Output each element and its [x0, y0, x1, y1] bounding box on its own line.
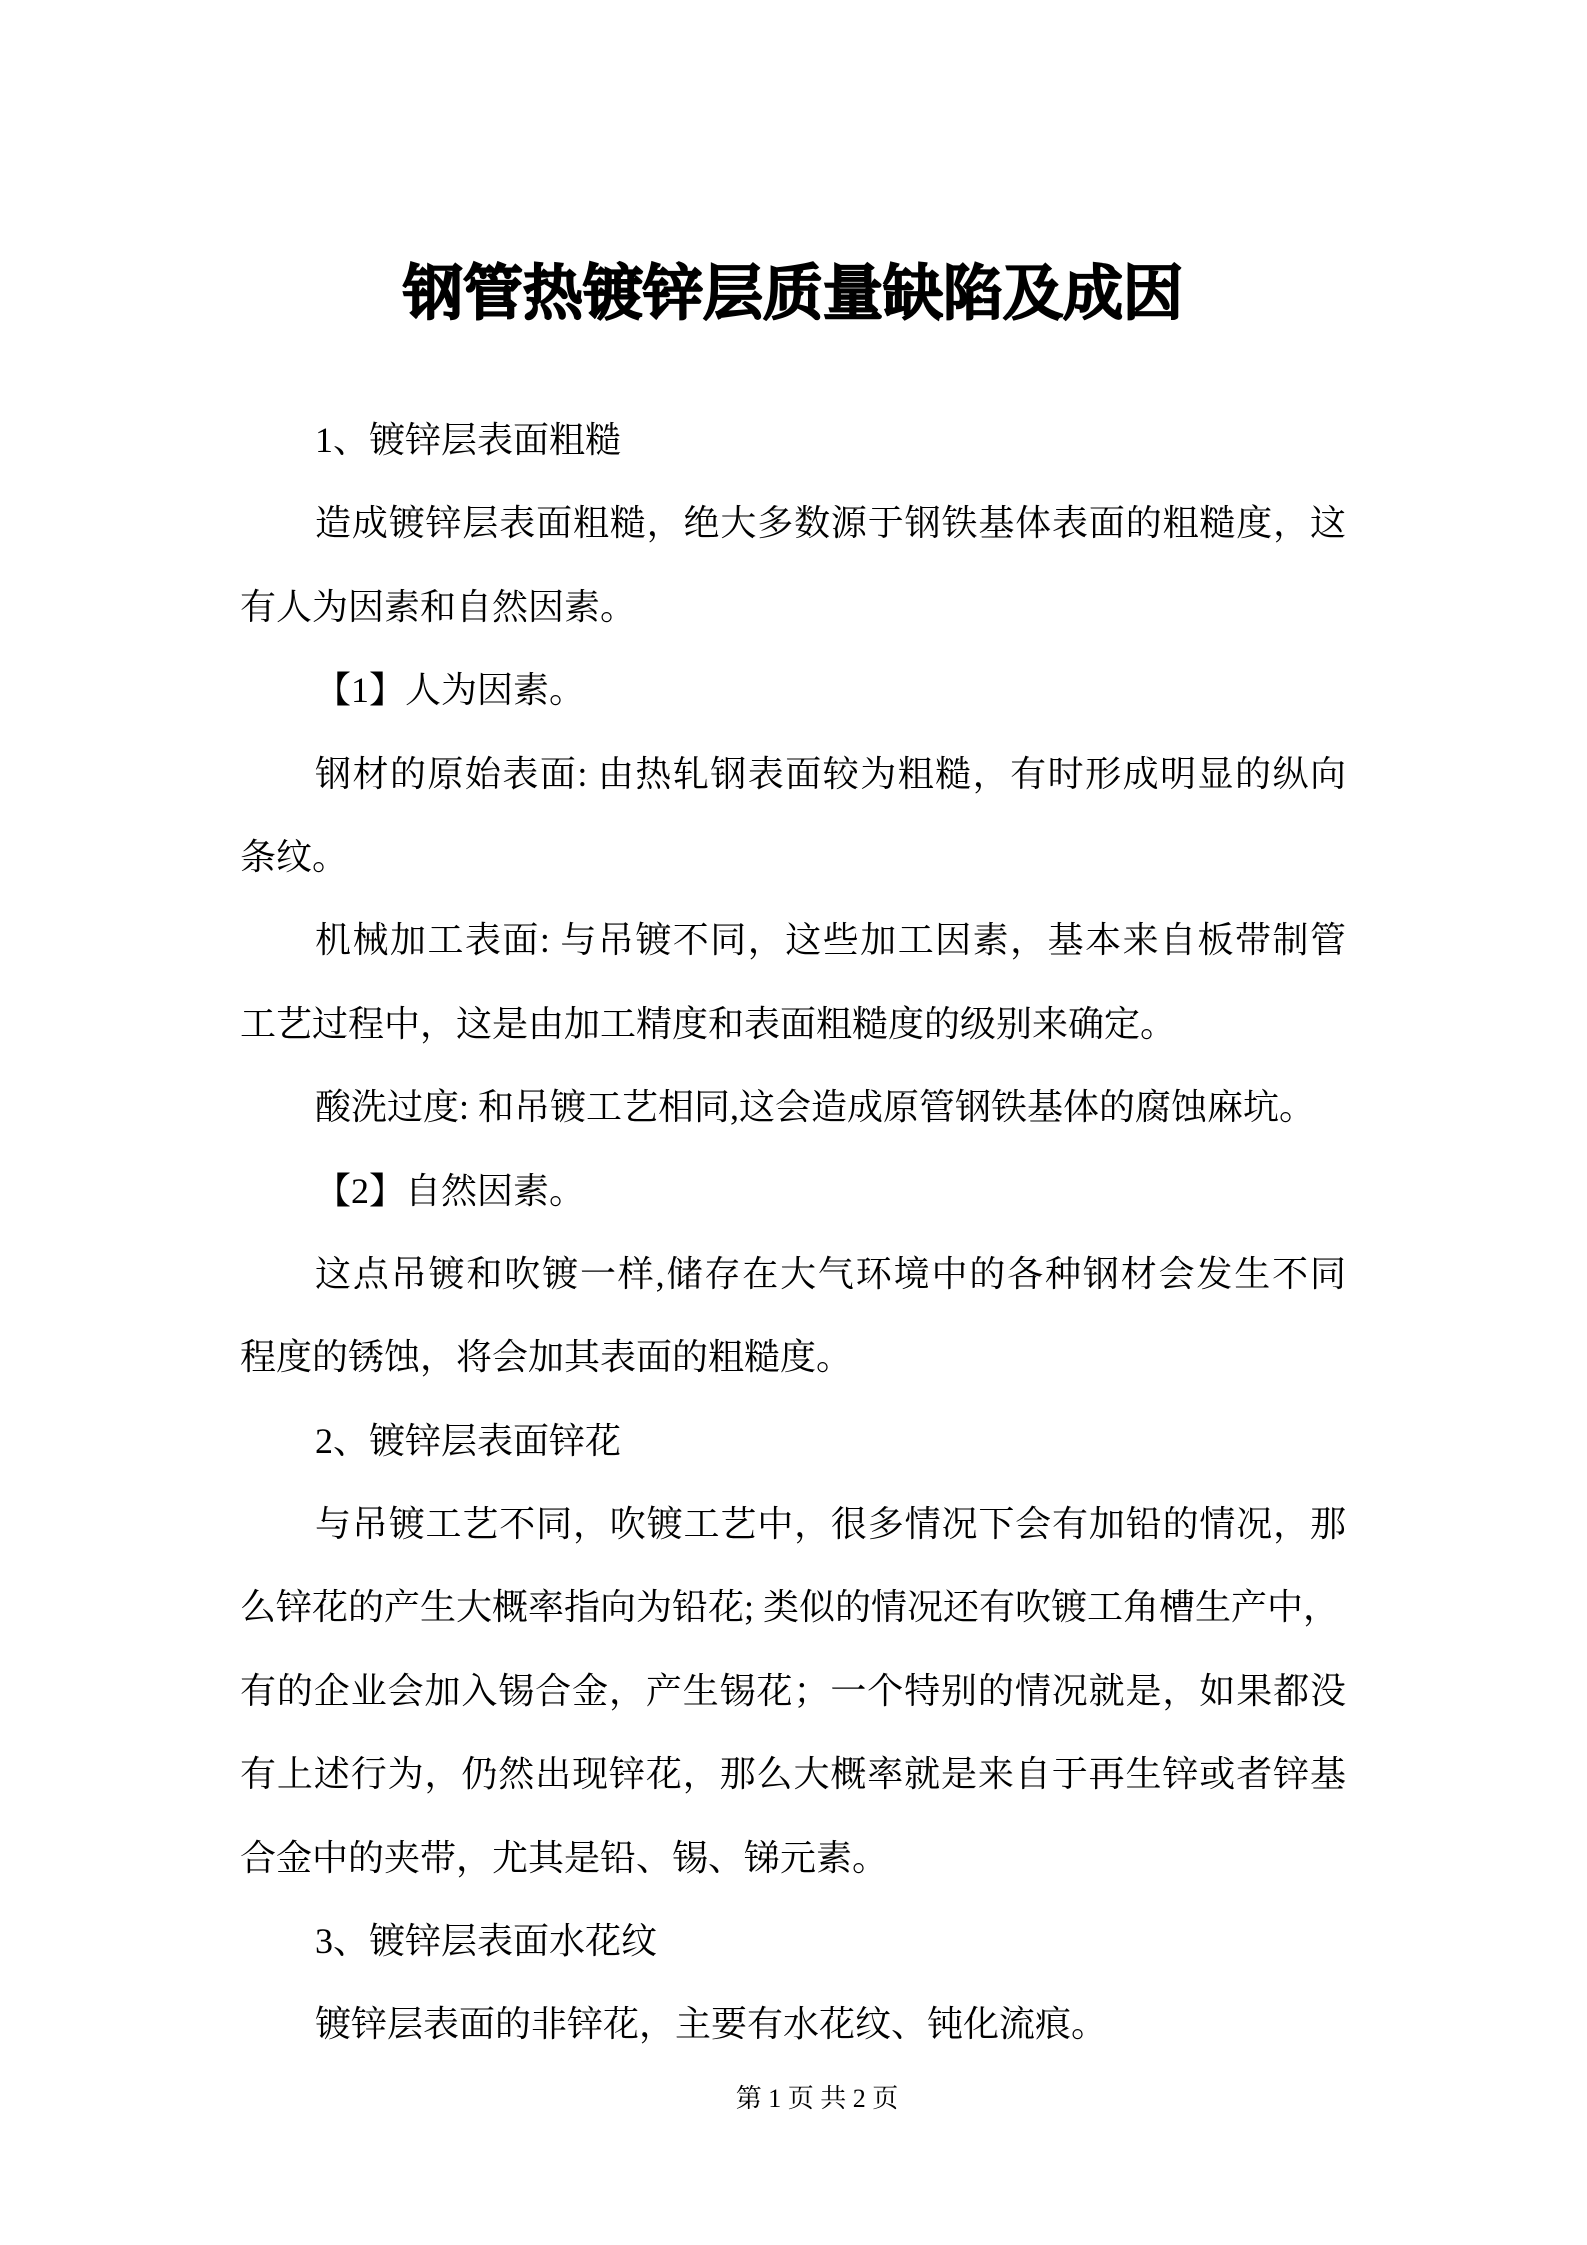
body-text-line: 【1】人为因素。 — [315, 670, 586, 711]
body-text-line: 合金中的夹带，尤其是铅、锡、锑元素。 — [240, 1837, 889, 1878]
body-text-line: 【2】自然因素。 — [315, 1170, 586, 1211]
section-heading-line: 3、镀锌层表面水花纹 — [315, 1921, 658, 1962]
section-heading-line: 2、镀锌层表面锌花 — [315, 1420, 622, 1461]
body-text-line: 程度的锈蚀，将会加其表面的粗糙度。 — [240, 1337, 853, 1378]
body-text-line: 工艺过程中，这是由加工精度和表面粗糙度的级别来确定。 — [240, 1003, 1177, 1044]
body-text-line: 有上述行为，仍然出现锌花，那么大概率就是来自于再生锌或者锌基 — [240, 1754, 1346, 1795]
body-text-line: 机械加工表面: 与吊镀不同，这些加工因素，基本来自板带制管 — [315, 920, 1346, 961]
page-footer: 第 1 页 共 2 页 — [735, 2084, 899, 2113]
body-text-line: 有的企业会加入锡合金，产生锡花；一个特别的情况就是，如果都没 — [240, 1670, 1346, 1711]
body-text-line: 么锌花的产生大概率指向为铅花; 类似的情况还有吹镀工角槽生产中， — [240, 1587, 1340, 1628]
body-text-line: 酸洗过度: 和吊镀工艺相同,这会造成原管钢铁基体的腐蚀麻坑。 — [315, 1087, 1316, 1128]
body-text-line: 造成镀锌层表面粗糙，绝大多数源于钢铁基体表面的粗糙度，这 — [315, 503, 1346, 544]
section-heading-line: 1、镀锌层表面粗糙 — [315, 420, 622, 460]
body-text-line: 这点吊镀和吹镀一样,储存在大气环境中的各种钢材会发生不同 — [315, 1253, 1346, 1294]
body-text-line: 镀锌层表面的非锌花，主要有水花纹、钝化流痕。 — [315, 2004, 1108, 2045]
document-title: 钢管热镀锌层质量缺陷及成因 — [403, 260, 1183, 327]
body-text-line: 条纹。 — [240, 836, 349, 877]
body-text-line: 与吊镀工艺不同，吹镀工艺中，很多情况下会有加铅的情况，那 — [315, 1504, 1346, 1545]
body-text-line: 有人为因素和自然因素。 — [240, 586, 637, 627]
document-body — [240, 399, 1346, 2067]
body-text-line: 钢材的原始表面: 由热轧钢表面较为粗糙，有时形成明显的纵向 — [315, 753, 1346, 794]
